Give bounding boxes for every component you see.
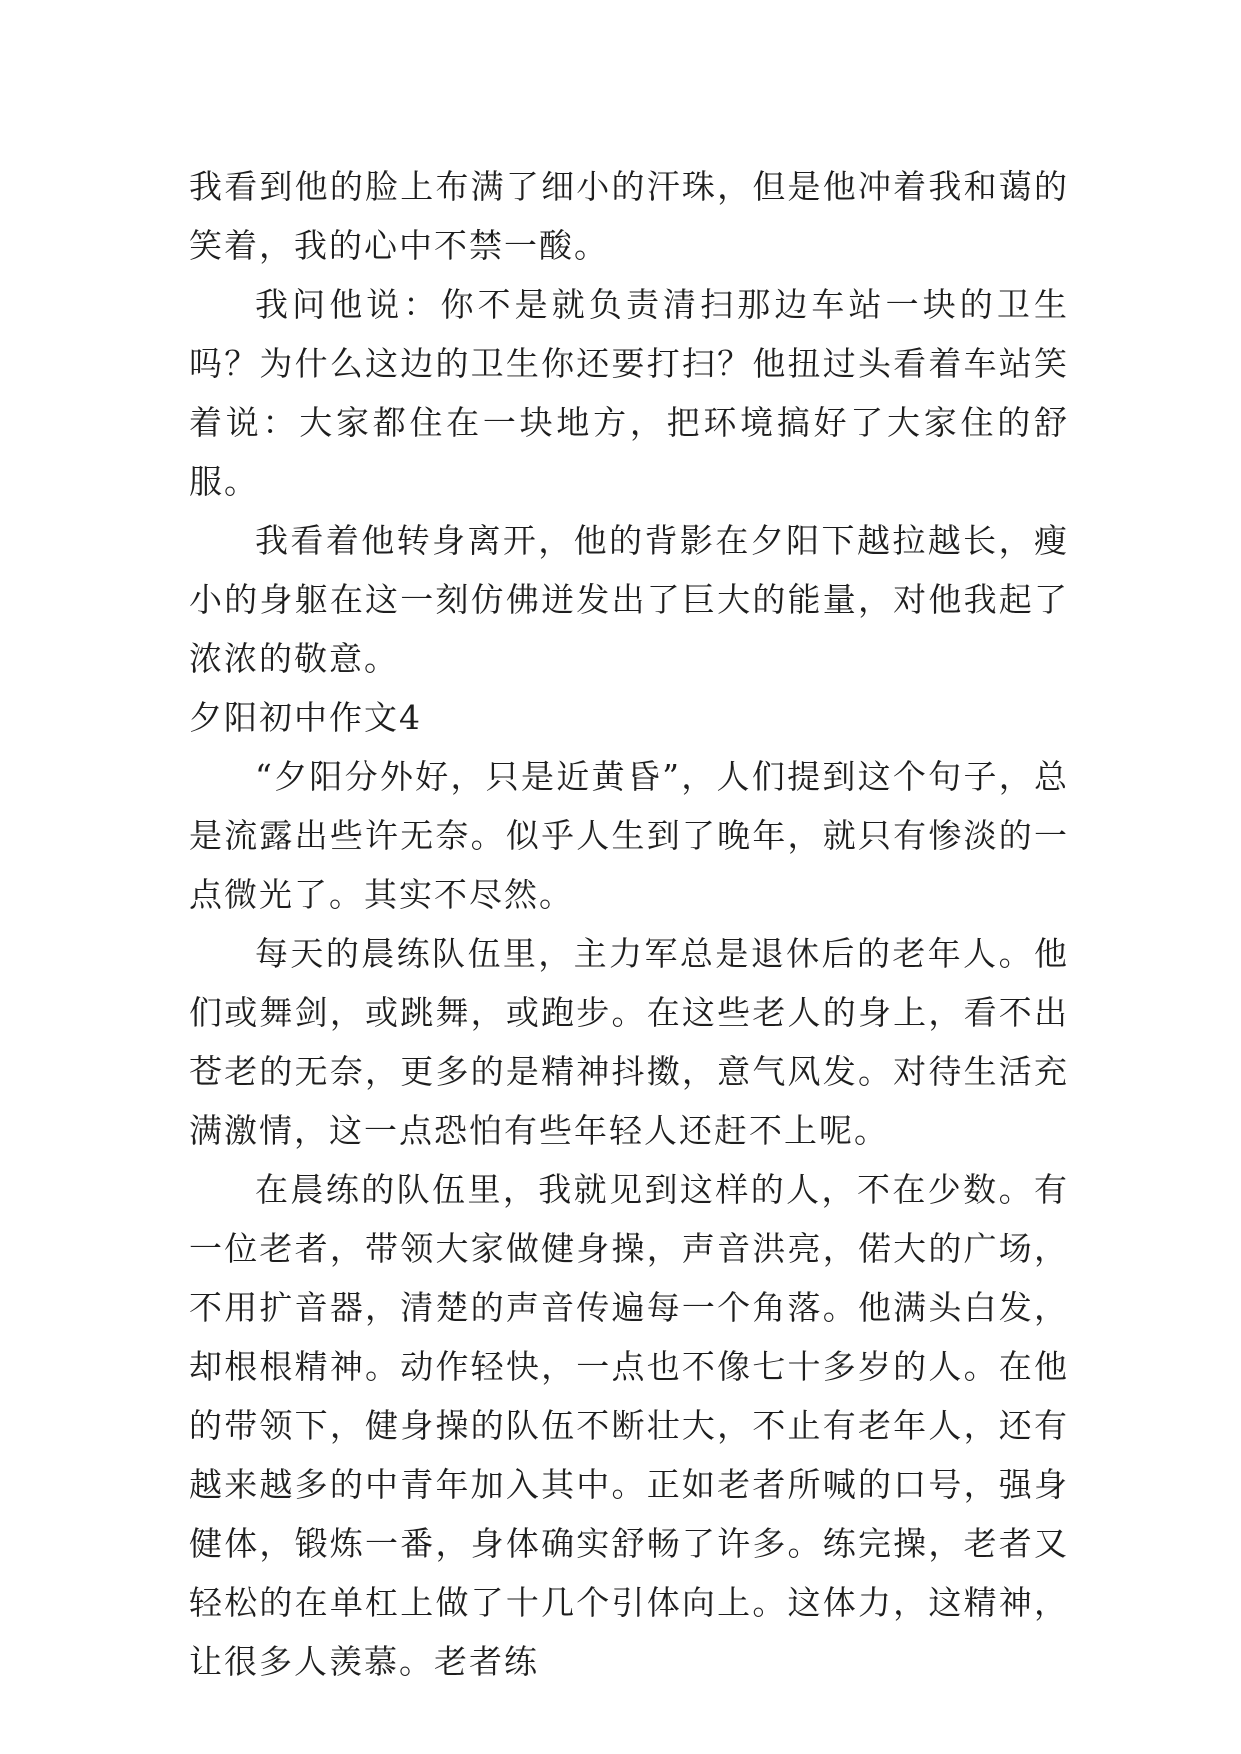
section-heading: 夕阳初中作文4 bbox=[189, 698, 422, 737]
paragraph-3: 我看着他转身离开，他的背影在夕阳下越拉越长，瘦小的身躯在这一刻仿佛迸发出了巨大的能量，对他我起了浓浓的敬意。 bbox=[189, 521, 1069, 678]
paragraph-2: 我问他说：你不是就负责清扫那边车站一块的卫生吗？为什么这边的卫生你还要打扫？他扭过头看着车站笑着说：大家都住在一块地方，把环境搞好了大家住的舒服。 bbox=[189, 285, 1069, 501]
paragraph-1: 我看到他的脸上布满了细小的汗珠，但是他冲着我和蔼的笑着，我的心中不禁一酸。 bbox=[189, 167, 1069, 265]
paragraph-5: 每天的晨练队伍里，主力军总是退休后的老年人。他们或舞剑，或跳舞，或跑步。在这些老人的身上，看不出苍老的无奈，更多的是精神抖擞，意气风发。对待生活充满激情，这一点恐怕有些年轻人还赶不上呢。 bbox=[189, 934, 1069, 1150]
document-body bbox=[189, 157, 1069, 1691]
paragraph-4: “夕阳分外好，只是近黄昏”，人们提到这个句子，总是流露出些许无奈。似乎人生到了晚年，就只有惨淡的一点微光了。其实不尽然。 bbox=[189, 757, 1069, 914]
paragraph-6: 在晨练的队伍里，我就见到这样的人，不在少数。有一位老者，带领大家做健身操，声音洪亮，偌大的广场，不用扩音器，清楚的声音传遍每一个角落。他满头白发，却根根精神。动作轻快，一点也不像七十多岁的人。在他的带领下，健身操的队伍不断壮大，不止有老年人，还有越来越多的中青年加入其中。正如老者所喊的口号，强身健体，锻炼一番，身体确实舒畅了许多。练完操，老者又轻松的在单杠上做了十几个引体向上。这体力，这精神，让很多人羡慕。老者练 bbox=[189, 1170, 1069, 1681]
